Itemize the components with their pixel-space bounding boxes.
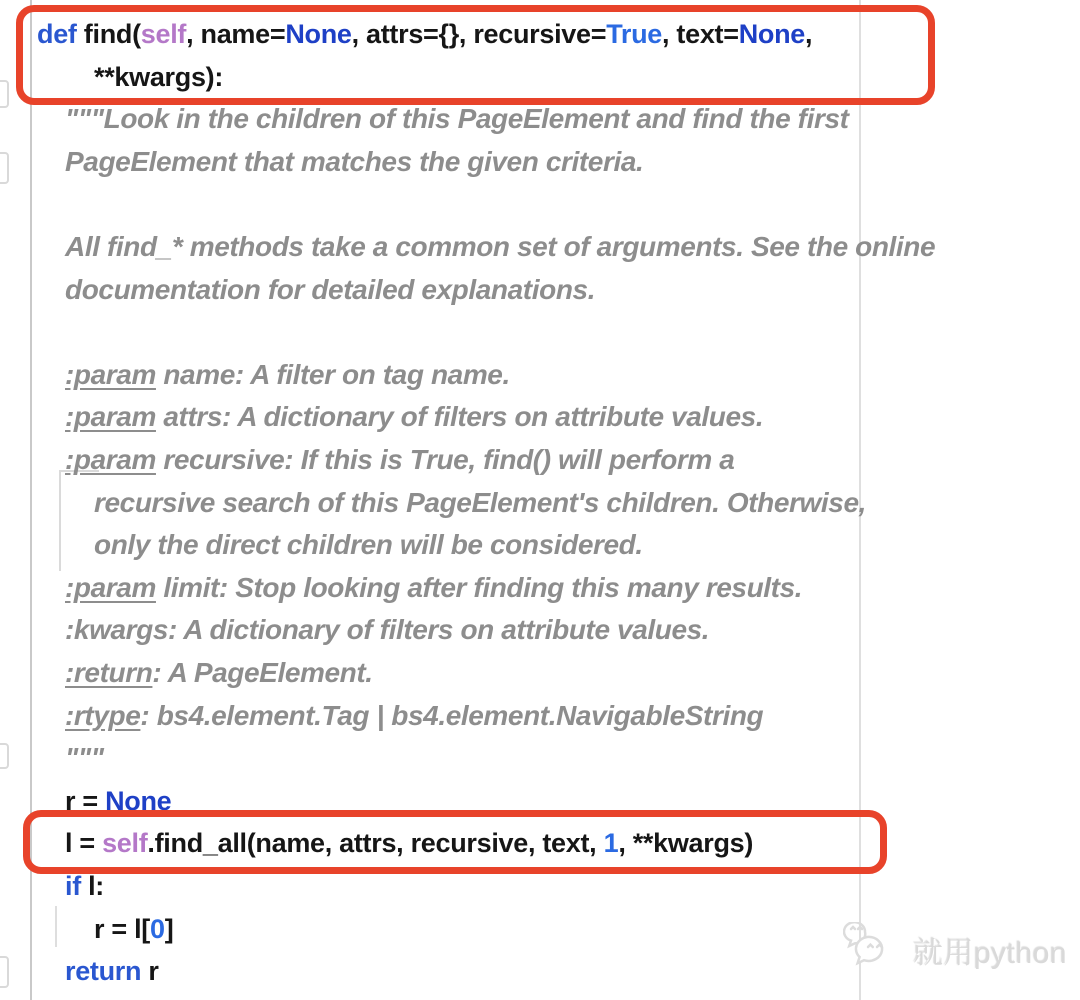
watermark bbox=[843, 922, 1067, 977]
code-token: name: A filter on tag name. bbox=[155, 359, 510, 390]
code-line bbox=[65, 141, 643, 183]
code-token: , bbox=[805, 19, 813, 49]
code-token: recursive: If this is True, find() will perform a bbox=[155, 444, 735, 475]
code-token: r = bbox=[65, 786, 106, 816]
annotation-box-findall bbox=[23, 810, 887, 874]
code-line bbox=[94, 524, 643, 566]
wechat-chat-bubbles-icon bbox=[843, 922, 905, 977]
code-token: recursive search of this PageElement's children. Otherwise, bbox=[94, 487, 867, 518]
code-line bbox=[65, 695, 763, 737]
code-token: """ bbox=[65, 742, 104, 773]
code-token: :kwargs: A dictionary of filters on attribute values. bbox=[65, 614, 710, 645]
code-token: :return bbox=[65, 657, 153, 688]
code-line bbox=[65, 950, 159, 992]
code-line bbox=[65, 354, 510, 396]
code-line bbox=[65, 737, 104, 779]
code-token: , **kwargs) bbox=[618, 828, 754, 858]
code-token: ] bbox=[164, 914, 174, 944]
code-token: All find_* methods take a common set of arguments. See the online bbox=[65, 231, 936, 262]
code-token: l = bbox=[65, 828, 103, 858]
code-line bbox=[65, 396, 763, 438]
code-token: :param bbox=[65, 444, 156, 475]
code-token: if bbox=[65, 871, 81, 901]
code-token: """Look in the children of this PageElement and find the first bbox=[65, 103, 849, 134]
code-token: .find_all(name, attrs, recursive, text, bbox=[147, 828, 604, 858]
watermark-text: 就用python bbox=[913, 936, 1068, 970]
code-line bbox=[65, 269, 595, 311]
code-token: r bbox=[141, 956, 159, 986]
code-token: None bbox=[285, 19, 352, 49]
code-token: **kwargs): bbox=[94, 62, 224, 92]
code-token: True bbox=[606, 19, 663, 49]
code-token: only the direct children will be considered. bbox=[94, 529, 643, 560]
code-line bbox=[65, 609, 709, 651]
code-token: :param bbox=[65, 359, 156, 390]
code-token: , attrs={}, recursive= bbox=[351, 19, 607, 49]
code-token: :param bbox=[65, 401, 156, 432]
annotation-box-signature bbox=[16, 5, 935, 105]
code-line bbox=[94, 908, 173, 950]
code-token: , name= bbox=[186, 19, 286, 49]
code-line bbox=[94, 482, 866, 524]
code-line bbox=[65, 652, 373, 694]
code-line bbox=[65, 567, 802, 609]
code-token: : A PageElement. bbox=[152, 657, 373, 688]
code-token: return bbox=[65, 956, 142, 986]
code-token: r = l[ bbox=[94, 914, 150, 944]
code-line bbox=[65, 439, 734, 481]
code-token: find( bbox=[76, 19, 141, 49]
code-line bbox=[65, 226, 935, 268]
code-token: def bbox=[37, 19, 77, 49]
code-token: l: bbox=[80, 871, 105, 901]
code-token: 1 bbox=[603, 828, 619, 858]
code-token: 0 bbox=[149, 914, 165, 944]
code-token: documentation for detailed explanations. bbox=[65, 274, 596, 305]
code-token: self bbox=[140, 19, 187, 49]
code-token: :rtype bbox=[65, 700, 141, 731]
code-token: None bbox=[738, 19, 806, 49]
code-token: : bs4.element.Tag | bs4.element.NavigableString bbox=[140, 700, 764, 731]
code-token: None bbox=[105, 786, 172, 816]
code-token: attrs: A dictionary of filters on attribute values. bbox=[155, 401, 764, 432]
code-token: limit: Stop looking after finding this many results. bbox=[155, 572, 803, 603]
code-token: :param bbox=[65, 572, 156, 603]
code-token: PageElement that matches the given criteria. bbox=[65, 146, 644, 177]
code-token: self bbox=[102, 828, 148, 858]
code-token: , text= bbox=[662, 19, 739, 49]
